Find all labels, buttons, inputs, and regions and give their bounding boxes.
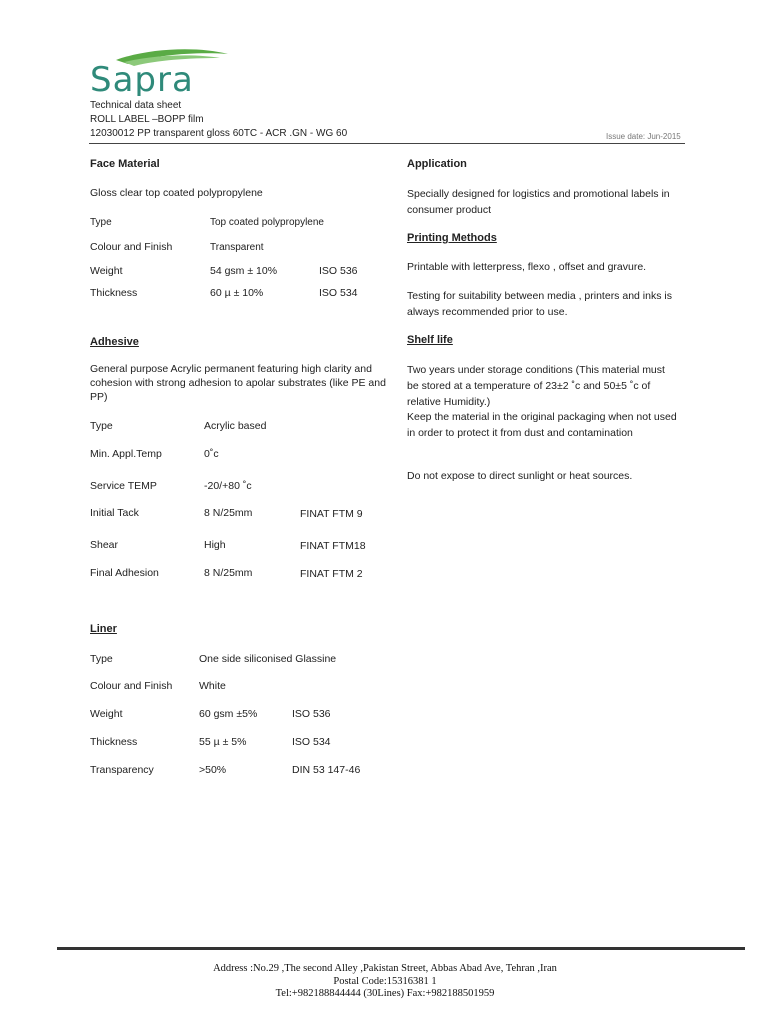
shelf-life-sunlight-text: Do not expose to direct sunlight or heat sources. bbox=[407, 470, 633, 482]
shelf-life-packaging-text: Keep the material in the original packaging when not used in order to protect it from dust and contamination bbox=[407, 411, 677, 439]
adhesive-final-value: 8 N/25mm bbox=[204, 567, 253, 579]
application-heading: Application bbox=[407, 158, 467, 170]
adhesive-shear-label: Shear bbox=[90, 539, 119, 551]
application-text: Specially designed for logistics and promotional labels in consumer product bbox=[407, 188, 670, 216]
adhesive-service-temp-value: -20/+80 ˚c bbox=[204, 480, 252, 492]
svg-text:Sapra: Sapra bbox=[90, 60, 194, 96]
header-divider bbox=[89, 143, 685, 144]
printing-methods-text: Printable with letterpress, flexo , offset and gravure. bbox=[407, 261, 647, 273]
adhesive-min-temp-value: 0˚c bbox=[204, 448, 219, 460]
liner-transparency-value: >50% bbox=[199, 764, 227, 776]
adhesive-initial-tack-label: Initial Tack bbox=[90, 507, 139, 519]
adhesive-initial-tack-value: 8 N/25mm bbox=[204, 507, 253, 519]
doc-type: Technical data sheet bbox=[90, 100, 182, 111]
liner-heading: Liner bbox=[90, 623, 117, 635]
face-colour-label: Colour and Finish bbox=[90, 241, 173, 253]
face-thickness-value: 60 µ ± 10% bbox=[210, 287, 264, 299]
footer-divider bbox=[57, 947, 745, 950]
footer-address: Address :No.29 ,The second Alley ,Pakistan Street, Abbas Abad Ave, Tehran ,Iran bbox=[213, 963, 557, 974]
adhesive-final-standard: FINAT FTM 2 bbox=[300, 568, 363, 580]
adhesive-shear-value: High bbox=[204, 539, 226, 551]
footer bbox=[0, 963, 770, 1001]
issue-date: Issue date: Jun-2015 bbox=[606, 132, 681, 141]
footer-contact: Tel:+982188844444 (30Lines) Fax:+982188501959 bbox=[275, 988, 495, 999]
liner-weight-value: 60 gsm ±5% bbox=[199, 708, 258, 720]
company-logo bbox=[88, 46, 240, 96]
adhesive-service-temp-label: Service TEMP bbox=[90, 480, 157, 492]
adhesive-description: General purpose Acrylic permanent featuring high clarity and cohesion with strong adhesion to apolar substrates (like PE and PP) bbox=[90, 363, 386, 403]
face-weight-value: 54 gsm ± 10% bbox=[210, 265, 278, 277]
printing-methods-heading: Printing Methods bbox=[407, 232, 497, 244]
adhesive-initial-tack-standard: FINAT FTM 9 bbox=[300, 508, 363, 520]
liner-thickness-label: Thickness bbox=[90, 736, 138, 748]
product-family: ROLL LABEL –BOPP film bbox=[90, 114, 204, 125]
liner-type-label: Type bbox=[90, 653, 113, 665]
shelf-life-heading: Shelf life bbox=[407, 334, 453, 346]
adhesive-final-label: Final Adhesion bbox=[90, 567, 159, 579]
face-material-heading: Face Material bbox=[90, 158, 160, 170]
product-code: 12030012 PP transparent gloss 60TC - ACR .GN - WG 60 bbox=[90, 128, 348, 139]
face-colour-value: Transparent bbox=[210, 242, 264, 253]
liner-weight-label: Weight bbox=[90, 708, 123, 720]
face-type-label: Type bbox=[90, 217, 112, 228]
printing-testing-text: Testing for suitability between media , printers and inks is always recommended prior to use. bbox=[407, 290, 672, 318]
face-weight-label: Weight bbox=[90, 265, 123, 277]
liner-colour-value: White bbox=[199, 680, 226, 692]
liner-thickness-standard: ISO 534 bbox=[292, 736, 331, 748]
liner-weight-standard: ISO 536 bbox=[292, 708, 331, 720]
footer-postal-code: Postal Code:15316381 1 bbox=[333, 975, 437, 987]
adhesive-shear-standard: FINAT FTM18 bbox=[300, 540, 366, 552]
liner-transparency-standard: DIN 53 147-46 bbox=[292, 764, 361, 776]
liner-thickness-value: 55 µ ± 5% bbox=[199, 736, 247, 748]
face-type-value: Top coated polypropylene bbox=[210, 217, 324, 228]
adhesive-type-value: Acrylic based bbox=[204, 420, 267, 432]
adhesive-min-temp-label: Min. Appl.Temp bbox=[90, 448, 162, 460]
face-weight-standard: ISO 536 bbox=[319, 265, 358, 277]
shelf-life-storage-text: Two years under storage conditions (This material must be stored at a temperature of 23±2 ˚c and 50±5 ˚c of relative Humidity.) bbox=[407, 364, 665, 408]
liner-type-value: One side siliconised Glassine bbox=[199, 653, 337, 665]
face-thickness-standard: ISO 534 bbox=[319, 287, 358, 299]
adhesive-type-label: Type bbox=[90, 420, 113, 432]
face-thickness-label: Thickness bbox=[90, 287, 138, 299]
liner-colour-label: Colour and Finish bbox=[90, 680, 173, 692]
adhesive-heading: Adhesive bbox=[90, 336, 139, 348]
liner-transparency-label: Transparency bbox=[90, 764, 154, 776]
face-material-description: Gloss clear top coated polypropylene bbox=[90, 187, 263, 199]
